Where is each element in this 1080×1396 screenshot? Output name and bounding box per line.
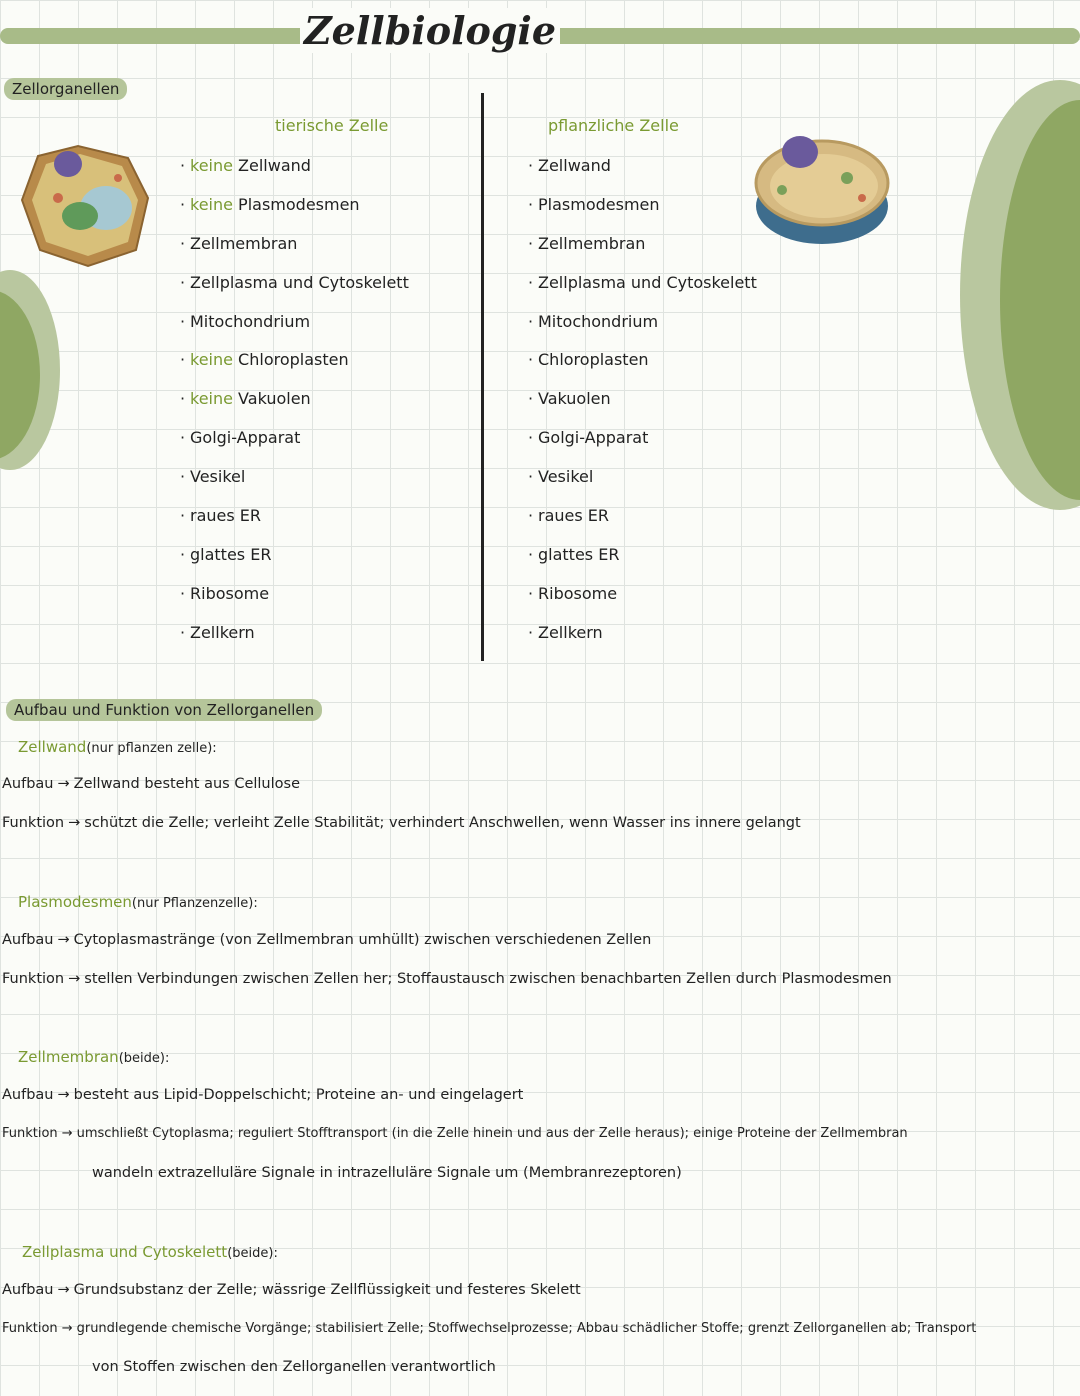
list-item: · Vesikel xyxy=(528,467,594,487)
plant-cell-illustration xyxy=(752,128,892,246)
animal-cell-heading: tierische Zelle xyxy=(275,116,389,135)
plasmodesmen-title: Plasmodesmen(nur Pflanzenzelle): xyxy=(18,893,258,911)
list-item: · keine Chloroplasten xyxy=(180,350,349,370)
zellwand-title: Zellwand(nur pflanzen zelle): xyxy=(18,738,217,756)
list-item: · keine Zellwand xyxy=(180,156,311,175)
list-item: · glattes ER xyxy=(180,544,272,564)
zellwand-aufbau: Aufbau → Zellwand besteht aus Cellulose xyxy=(2,776,300,792)
zellplasma-title: Zellplasma und Cytoskelett(beide): xyxy=(22,1243,278,1261)
section-tag-zellorganellen: Zellorganellen xyxy=(4,78,127,100)
plant-organelle-list xyxy=(528,147,757,653)
zellplasma-funktion-cont: von Stoffen zwischen den Zellorganellen verantwortlich xyxy=(92,1359,496,1375)
list-item: · Zellkern xyxy=(180,622,255,642)
plasmodesmen-aufbau: Aufbau → Cytoplasmastränge (von Zellmembran umhüllt) zwischen verschiedenen Zellen xyxy=(2,932,652,948)
list-item: · Ribosome xyxy=(180,583,270,603)
list-item: · Plasmodesmen xyxy=(528,194,660,214)
zellmembran-aufbau: Aufbau → besteht aus Lipid-Doppelschicht; Proteine an- und eingelagert xyxy=(2,1087,524,1103)
list-item: · Zellwand xyxy=(528,156,611,175)
plasmodesmen-funktion: Funktion → stellen Verbindungen zwischen Zellen her; Stoffaustausch zwischen benachbarten Zellen durch Plasmodesmen xyxy=(2,971,892,987)
list-item: · Ribosome xyxy=(528,583,618,603)
list-item: · glattes ER xyxy=(528,544,620,564)
list-item: · Zellplasma und Cytoskelett xyxy=(528,272,757,292)
plant-cell-heading: pflanzliche Zelle xyxy=(548,116,679,135)
list-item: · Vakuolen xyxy=(528,389,611,409)
animal-organelle-list xyxy=(180,147,409,653)
list-item: · raues ER xyxy=(528,506,610,526)
list-item: · Zellplasma und Cytoskelett xyxy=(180,272,409,292)
list-item: · Zellmembran xyxy=(180,233,298,253)
list-item: · Chloroplasten xyxy=(528,350,649,370)
zellplasma-aufbau: Aufbau → Grundsubstanz der Zelle; wässrige Zellflüssigkeit und festeres Skelett xyxy=(2,1282,581,1298)
zellmembran-funktion: Funktion → umschließt Cytoplasma; reguliert Stofftransport (in die Zelle hinein und aus der Zelle heraus); einige Proteine der Zellmembran xyxy=(2,1126,908,1141)
list-item: · raues ER xyxy=(180,506,262,526)
list-item: · Golgi-Apparat xyxy=(180,428,301,448)
list-item: · Golgi-Apparat xyxy=(528,428,649,448)
title-bar-right xyxy=(550,28,1080,44)
list-item: · Zellkern xyxy=(528,622,603,642)
title-bar-left xyxy=(0,28,310,44)
list-item: · keine Plasmodesmen xyxy=(180,194,360,214)
animal-cell-illustration xyxy=(18,138,153,268)
zellmembran-title: Zellmembran(beide): xyxy=(18,1048,170,1066)
column-divider xyxy=(481,93,484,661)
section-tag-aufbau-funktion: Aufbau und Funktion von Zellorganellen xyxy=(6,699,322,721)
list-item: · Zellmembran xyxy=(528,233,646,253)
list-item: · keine Vakuolen xyxy=(180,389,311,409)
list-item: · Mitochondrium xyxy=(528,311,659,331)
list-item: · Mitochondrium xyxy=(180,311,311,331)
page-title: Zellbiologie xyxy=(300,8,560,53)
zellwand-funktion: Funktion → schützt die Zelle; verleiht Zelle Stabilität; verhindert Anschwellen, wenn Wasser ins innere gelangt xyxy=(2,815,801,831)
zellmembran-funktion-cont: wandeln extrazelluläre Signale in intrazelluläre Signale um (Membranrezeptoren) xyxy=(92,1165,682,1181)
list-item: · Vesikel xyxy=(180,467,246,487)
zellplasma-funktion: Funktion → grundlegende chemische Vorgänge; stabilisiert Zelle; Stoffwechselprozesse; Abbau schädlicher Stoffe; grenzt Zellorganellen ab; Transport xyxy=(2,1321,977,1336)
